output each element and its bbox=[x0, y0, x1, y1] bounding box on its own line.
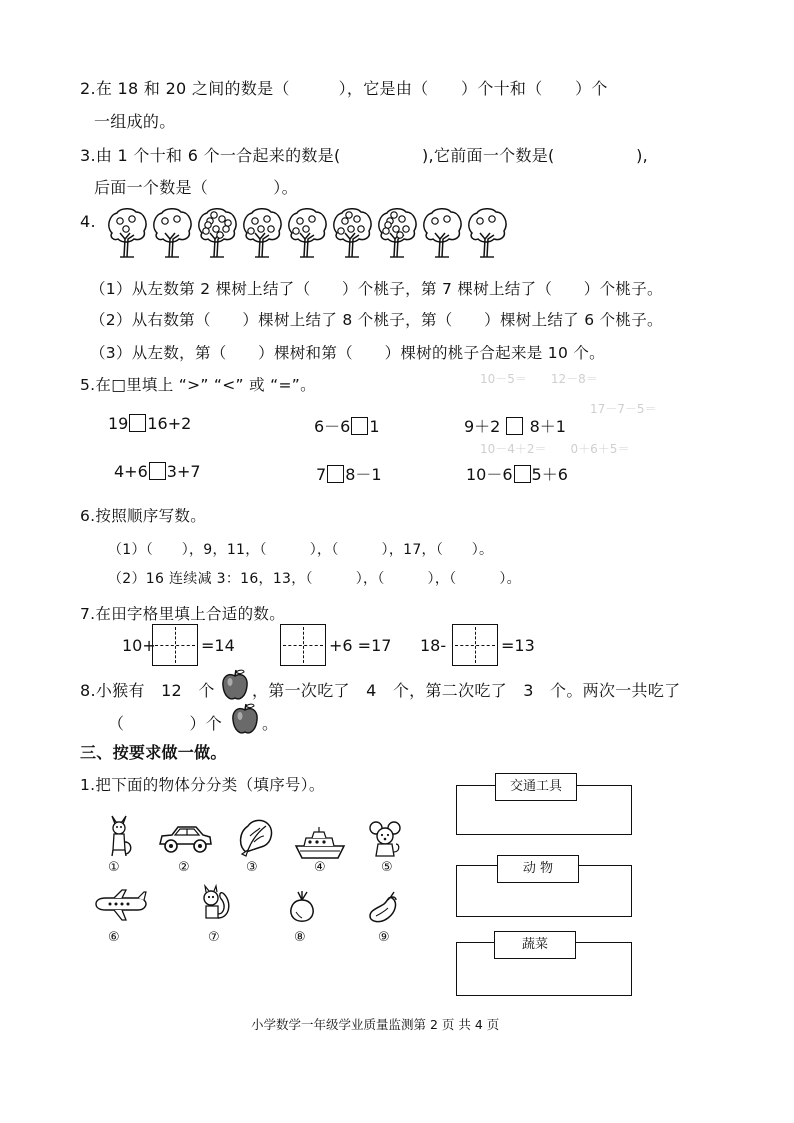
peach-icon bbox=[252, 218, 258, 224]
cabbage-icon bbox=[236, 816, 276, 862]
peach-icon bbox=[444, 216, 450, 222]
object-number-5: ⑤ bbox=[381, 860, 393, 875]
q6-sub2: （2）16 连续减 3：16，13，（ ），（ ），（ ）。 bbox=[108, 571, 521, 587]
peach-icon bbox=[303, 226, 309, 232]
object-number-6: ⑥ bbox=[108, 930, 120, 945]
bleed-through-text: 10－5＝ 12－8＝ bbox=[480, 372, 598, 386]
peach-icon bbox=[393, 226, 399, 232]
answer-box[interactable] bbox=[506, 417, 523, 435]
compare-item-1: 19 16+2 bbox=[108, 414, 192, 433]
q2-line1: 2.在 18 和 20 之间的数是（ ），它是由（ ）个十和（ ）个 bbox=[80, 79, 608, 98]
peach-icon bbox=[358, 226, 364, 232]
peach-icon bbox=[117, 218, 123, 224]
q7-eq3-left: 18- bbox=[420, 636, 447, 655]
peach-tree-icon bbox=[241, 207, 283, 259]
bleed-through-text: 17－7－5＝ bbox=[590, 402, 657, 416]
peach-tree-icon bbox=[106, 207, 148, 259]
peach-icon bbox=[248, 228, 254, 234]
q7-eq3-right: =13 bbox=[501, 636, 535, 655]
peach-icon bbox=[432, 218, 438, 224]
q6-sub1: （1）（ ），9，11，（ ），（ ），17，（ ）。 bbox=[108, 542, 494, 558]
category-label-vehicles: 交通工具 bbox=[495, 773, 577, 801]
q6-title: 6.按照顺序写数。 bbox=[80, 507, 206, 525]
q7-eq2-right: +6 =17 bbox=[329, 636, 392, 655]
tianzi-grid-1[interactable] bbox=[152, 624, 198, 666]
peach-icon bbox=[354, 216, 360, 222]
peach-tree-icon bbox=[421, 207, 463, 259]
peach-icon bbox=[211, 212, 217, 218]
peach-icon bbox=[129, 216, 135, 222]
mouse-icon bbox=[368, 820, 402, 864]
peach-icon bbox=[385, 222, 391, 228]
tianzi-grid-2[interactable] bbox=[280, 624, 326, 666]
section3-q1-title: 1.把下面的物体分分类（填序号）。 bbox=[80, 776, 325, 794]
apple-icon bbox=[220, 668, 250, 706]
peach-icon bbox=[268, 226, 274, 232]
peach-icon bbox=[162, 218, 168, 224]
peach-icon bbox=[338, 228, 344, 234]
bleed-through-text: 10－4＋2＝ 0＋6＋5＝ bbox=[480, 442, 630, 456]
car-icon bbox=[156, 822, 214, 860]
object-number-2: ② bbox=[178, 860, 190, 875]
peach-icon bbox=[205, 222, 211, 228]
peach-icon bbox=[123, 226, 129, 232]
q8-line2b: 。 bbox=[262, 714, 279, 733]
q3-line2: 后面一个数是（ ）。 bbox=[94, 178, 298, 197]
eggplant-icon bbox=[366, 890, 400, 930]
peach-icon bbox=[264, 216, 270, 222]
peach-icon bbox=[403, 226, 409, 232]
answer-box[interactable] bbox=[514, 465, 531, 483]
object-number-3: ③ bbox=[246, 860, 258, 875]
peach-icon bbox=[309, 216, 315, 222]
q4-sub2: （2）从右数第（ ）棵树上结了 8 个桃子，第（ ）棵树上结了 6 个桃子。 bbox=[90, 311, 663, 329]
object-number-7: ⑦ bbox=[208, 930, 220, 945]
section3-title: 三、按要求做一做。 bbox=[80, 743, 227, 762]
peach-icon bbox=[397, 232, 403, 238]
answer-box[interactable] bbox=[129, 414, 146, 432]
q5-title: 5.在□里填上 “>” “<” 或 “=”。 bbox=[80, 376, 316, 394]
q7-eq1-left: 10+ bbox=[122, 636, 156, 655]
category-label-vegetables: 蔬菜 bbox=[494, 931, 576, 959]
peach-tree-icon bbox=[466, 207, 508, 259]
answer-box[interactable] bbox=[149, 462, 166, 480]
compare-item-4: 4+6 3+7 bbox=[114, 462, 201, 481]
answer-box[interactable] bbox=[327, 465, 344, 483]
apple-icon bbox=[230, 702, 260, 740]
peach-icon bbox=[213, 226, 219, 232]
peach-tree-icon bbox=[286, 207, 328, 259]
peach-tree-icon bbox=[151, 207, 193, 259]
peach-icon bbox=[477, 218, 483, 224]
object-number-8: ⑧ bbox=[294, 930, 306, 945]
q4-sub3: （3）从左数，第（ ）棵树和第（ ）棵树的桃子合起来是 10 个。 bbox=[90, 344, 605, 362]
peach-icon bbox=[489, 216, 495, 222]
peach-icon bbox=[297, 218, 303, 224]
answer-box[interactable] bbox=[351, 417, 368, 435]
squirrel-icon bbox=[200, 884, 232, 928]
peach-icon bbox=[293, 228, 299, 234]
radish-icon bbox=[284, 890, 320, 930]
q8-line1b: ，第一次吃了 4 个，第二次吃了 3 个。两次一共吃了 bbox=[252, 681, 681, 700]
peach-icon bbox=[342, 218, 348, 224]
peach-icon bbox=[219, 216, 225, 222]
peach-tree-icon bbox=[196, 207, 238, 259]
object-number-4: ④ bbox=[314, 860, 326, 875]
compare-item-3: 9＋2 8＋1 bbox=[464, 417, 566, 436]
q8-line1a: 8.小猴有 12 个 bbox=[80, 681, 215, 700]
q8-line2a: （ ）个 bbox=[108, 714, 223, 733]
ship-icon bbox=[294, 826, 346, 864]
object-number-9: ⑨ bbox=[378, 930, 390, 945]
airplane-icon bbox=[92, 888, 148, 926]
q4-sub1: （1）从左数第 2 棵树上结了（ ）个桃子，第 7 棵树上结了（ ）个桃子。 bbox=[90, 280, 663, 298]
q3-line1: 3.由 1 个十和 6 个一合起来的数是( ),它前面一个数是( ), bbox=[80, 146, 649, 165]
peach-tree-icon bbox=[331, 207, 373, 259]
compare-item-2: 6－6 1 bbox=[314, 417, 380, 436]
peach-icon bbox=[346, 212, 352, 218]
q2-line2: 一组成的。 bbox=[94, 112, 176, 131]
fox-icon bbox=[104, 812, 134, 862]
peach-icon bbox=[399, 216, 405, 222]
peach-icon bbox=[258, 226, 264, 232]
tianzi-grid-3[interactable] bbox=[452, 624, 498, 666]
q4-label: 4. bbox=[80, 212, 96, 231]
object-number-1: ① bbox=[108, 860, 120, 875]
peach-icon bbox=[174, 216, 180, 222]
peach-tree-icon bbox=[376, 207, 418, 259]
peach-icon bbox=[391, 212, 397, 218]
peach-icon bbox=[217, 232, 223, 238]
q7-title: 7.在田字格里填上合适的数。 bbox=[80, 605, 285, 623]
page-footer: 小学数学一年级学业质量监测第 2 页 共 4 页 bbox=[251, 1017, 500, 1032]
q7-eq1-right: =14 bbox=[201, 636, 235, 655]
category-label-animals: 动 物 bbox=[497, 855, 579, 883]
compare-item-5: 7 8－1 bbox=[316, 465, 382, 484]
compare-item-6: 10－6 5＋6 bbox=[466, 465, 568, 484]
peach-icon bbox=[348, 226, 354, 232]
peach-icon bbox=[225, 220, 231, 226]
